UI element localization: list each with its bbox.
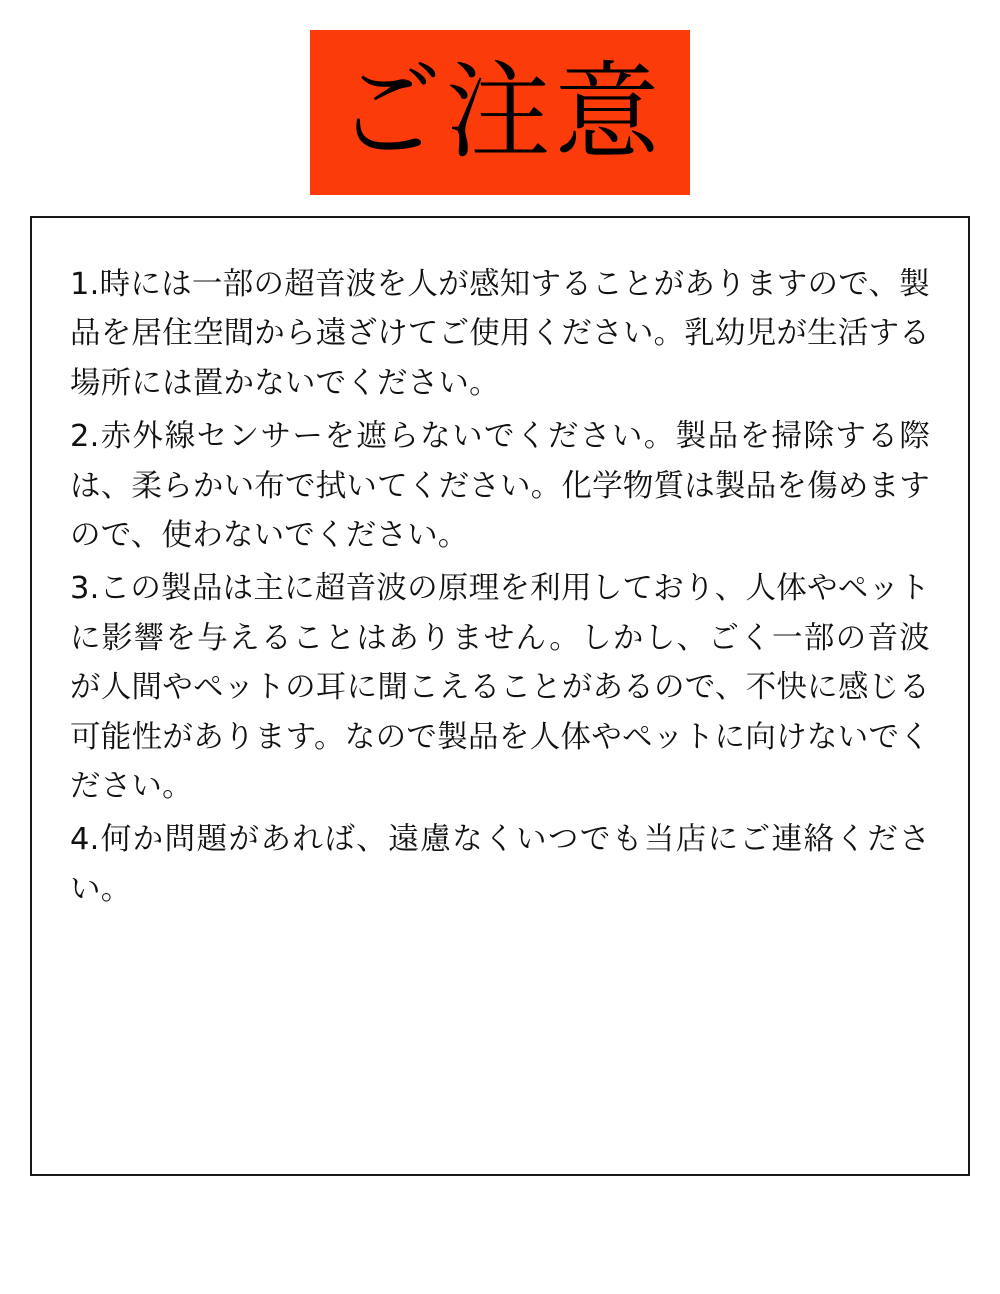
notice-content-box — [30, 216, 970, 1176]
list-item: 3.この製品は主に超音波の原理を利用しており、人体やペットに影響を与えることはありません。しかし、ごく一部の音波が人間やペットの耳に聞こえることがあるので、不快に感じる可能性があります。なので製品を人体やペットに向けないでください。 — [70, 571, 930, 805]
list-item: 4.何か問題があれば、遠慮なくいつでも当店にご連絡ください。 — [70, 822, 930, 907]
notice-list — [70, 260, 930, 914]
notice-title-banner — [310, 30, 690, 195]
list-item: 1.時には一部の超音波を人が感知することがありますので、製品を居住空間から遠ざけてご使用ください。乳幼児が生活する場所には置かないでください。 — [70, 267, 930, 401]
page-title: ご注意 — [336, 51, 664, 173]
list-item: 2.赤外線センサーを遮らないでください。製品を掃除する際は、柔らかい布で拭いてください。化学物質は製品を傷めますので、使わないでください。 — [70, 419, 930, 554]
